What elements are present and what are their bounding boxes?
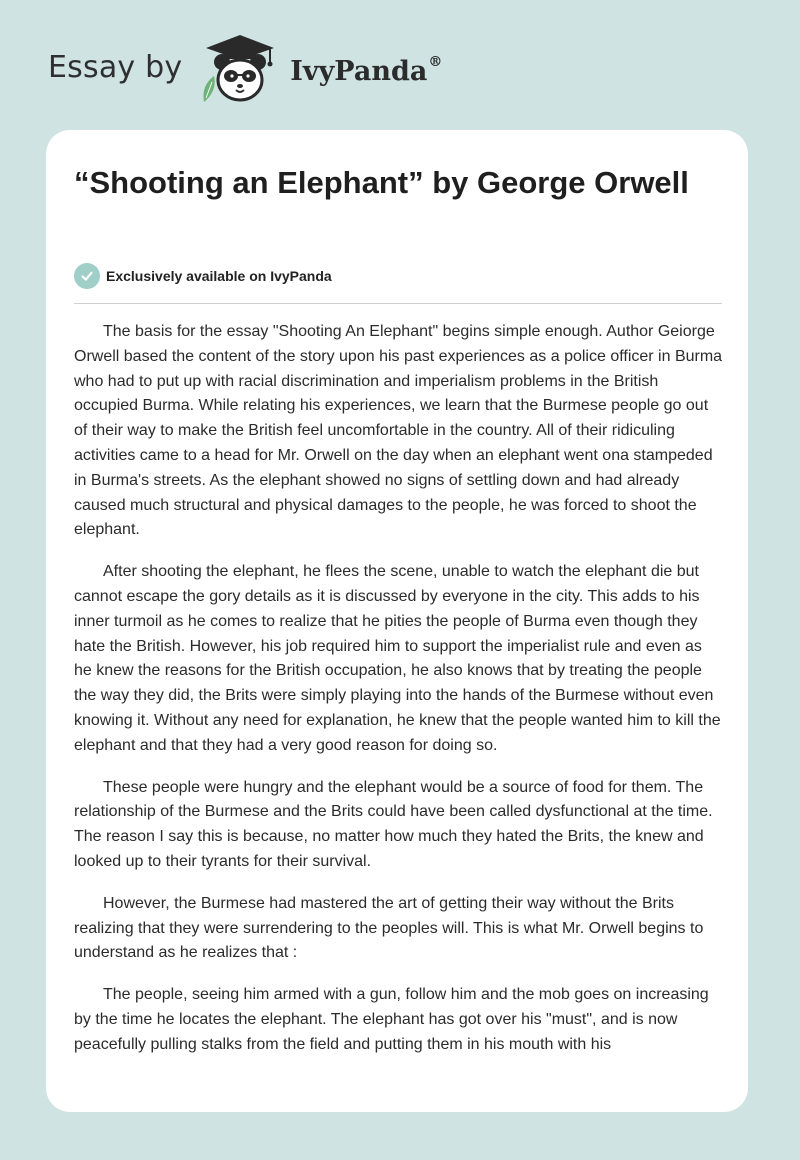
paragraph: The people, seeing him armed with a gun, follow him and the mob goes on increasing by the time he locates the elephant. The elephant has got over his "must", and is now peacefully pulling stalks from the field and putting them in his mouth with his	[74, 986, 709, 1053]
brand-header	[48, 30, 442, 110]
paragraph: These people were hungry and the elephant would be a source of food for them. The relationship of the Burmese and the Brits could have been called dysfunctional at the time. The reason I say this is because, no matter how much they hated the Brits, the knew and looked up to their tyrants for their survival.	[74, 778, 713, 870]
exclusive-label: Exclusively available on IvyPanda	[106, 268, 332, 284]
brand-name: IvyPanda®	[290, 53, 443, 87]
panda-logo-icon	[196, 32, 284, 108]
essay-card	[46, 130, 748, 1112]
registered-mark: ®	[428, 53, 443, 70]
essay-by-text: Essay by	[48, 49, 183, 85]
exclusive-badge	[74, 263, 332, 289]
paragraph: However, the Burmese had mastered the art of getting their way without the Brits realizing that they were surrendering to the peoples will. This is what Mr. Orwell begins to understand as he realizes that :	[74, 894, 704, 962]
paragraph: The basis for the essay "Shooting An Elephant" begins simple enough. Author Geiorge Orwell based the content of the story upon his past experiences as a police officer in Burma who had to put up with racial discrimination and imperialism problems in the British occupied Burma. While relating his experiences, we learn that the Burmese people go out of their way to make the British feel uncomfortable in the country. All of their ridiculing activities came to a head for Mr. Orwell on the day when an elephant went ona stampeded in Burma's streets. As the elephant showed no signs of settling down and had already caused much structural and physical damages to the people, he was forced to shoot the elephant.	[74, 323, 723, 539]
check-icon	[74, 263, 100, 289]
divider	[74, 303, 722, 304]
essay-body	[74, 320, 724, 1075]
essay-title: “Shooting an Elephant” by George Orwell	[74, 165, 689, 200]
paragraph: After shooting the elephant, he flees the scene, unable to watch the elephant die but cannot escape the gory details as it is discussed by everyone in the city. This adds to his inner turmoil as he comes to realize that he pities the people of Burma even though they hate the British. However, his job required him to support the imperialist rule and even as he knew the reasons for the British occupation, he also knows that by treating the people the way they did, the Brits were simply playing into the hands of the Burmese without even knowing it. Without any need for explanation, he knew that the people wanted him to kill the elephant and that they had a very good reason for doing so.	[74, 563, 721, 754]
